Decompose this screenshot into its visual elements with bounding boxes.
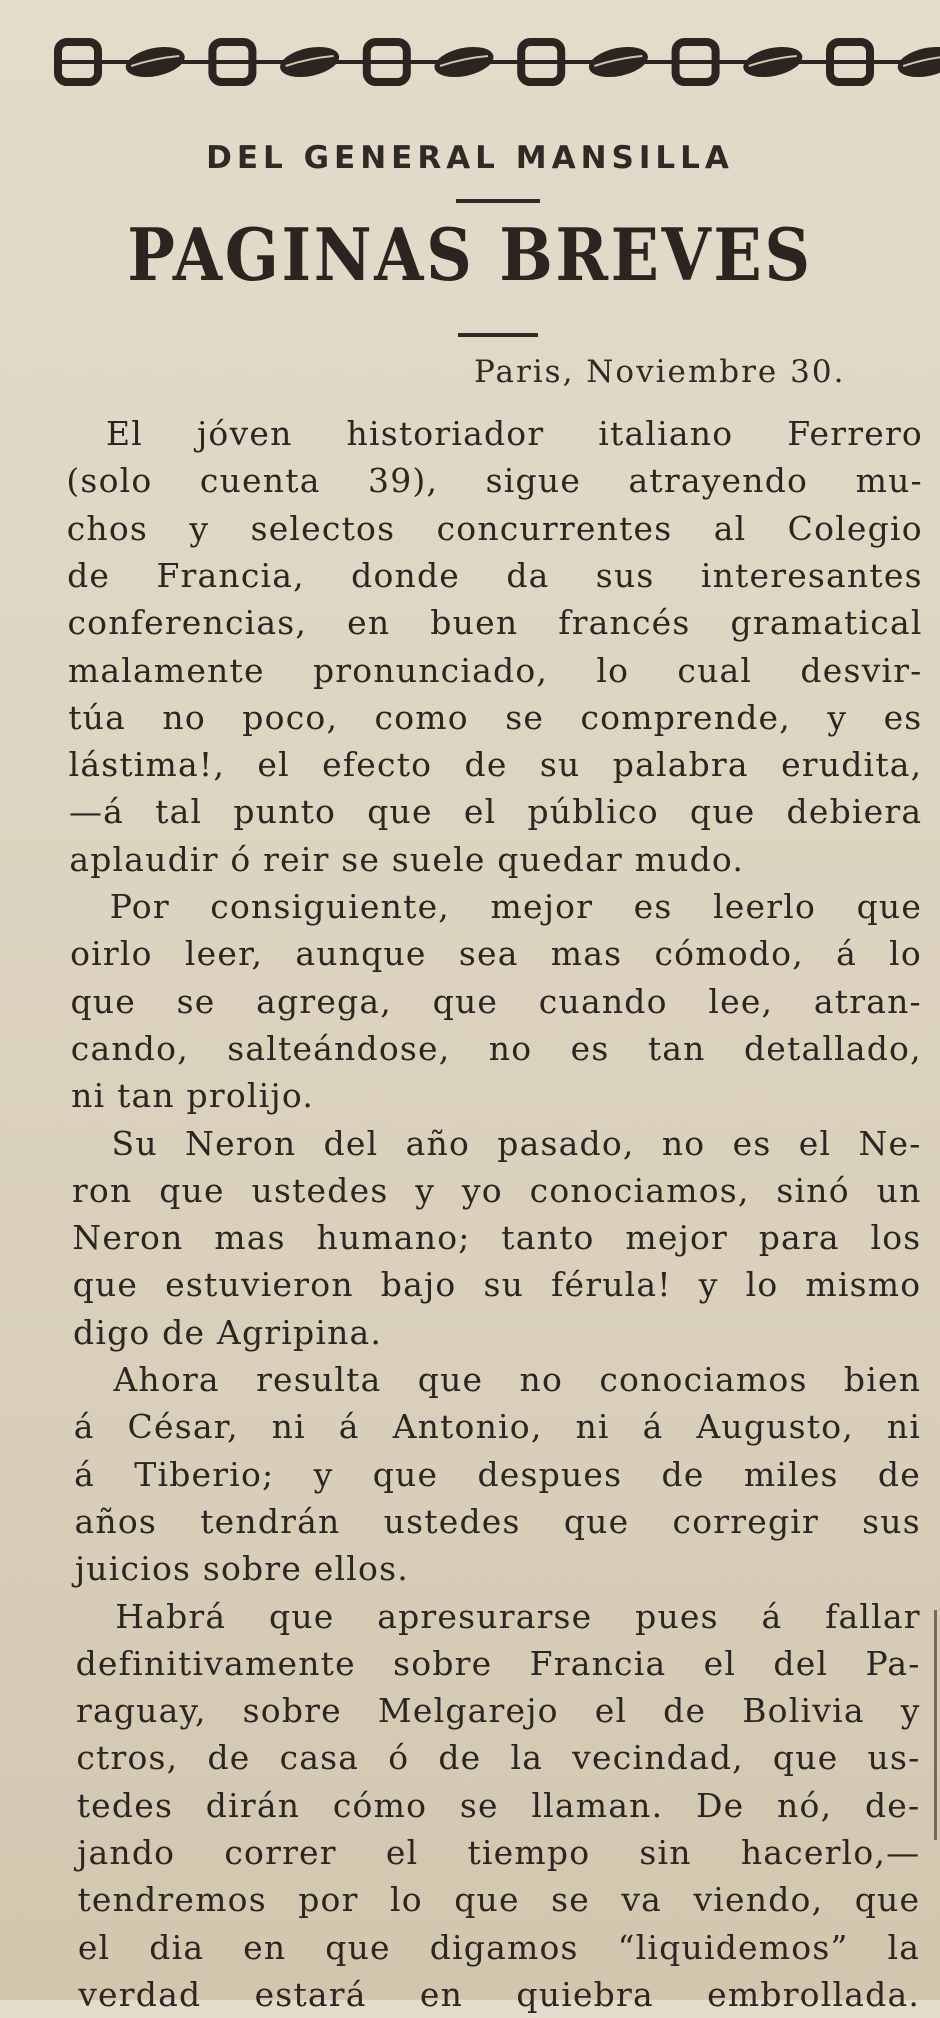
title-divider — [458, 333, 538, 337]
article-line: verdad estará en quiebra embrollada. — [78, 1974, 921, 2014]
article-line: conferencias, en buen francés gramatical — [67, 603, 923, 643]
kicker-divider — [456, 199, 540, 203]
article-line: años tendrán ustedes que corregir sus — [74, 1501, 921, 1541]
article-line: lástima!, el efecto de su palabra erudita, — [68, 745, 923, 785]
article-line: que se agrega, que cuando lee, atran- — [70, 981, 922, 1021]
article-line: Por consiguiente, mejor es leerlo que — [109, 887, 923, 926]
article-line: jando correr el tiempo sin hacerlo,— — [77, 1833, 921, 1872]
article-line: —á tal punto que el público que debiera — [68, 792, 923, 832]
article-line: cando, salteándose, no es tan detallado, — [70, 1028, 922, 1068]
article-line: digo de Agripina. — [73, 1312, 383, 1352]
leaf-icon — [586, 42, 651, 82]
article-line: túa no poco, como se comprende, y es — [68, 697, 923, 737]
leaf-icon — [123, 42, 188, 82]
article-line: Ahora resulta que no conociamos bien — [113, 1360, 922, 1399]
leaf-icon — [432, 42, 497, 82]
article-line: oirlo leer, aunque sea mas cómodo, á lo — [70, 934, 922, 974]
article-line: Habrá que apresurarse pues á fallar — [115, 1596, 921, 1636]
article-line: ron que ustedes y yo conociamos, sinó un — [71, 1170, 922, 1210]
article-line: Su Neron del año pasado, no es el Ne- — [111, 1123, 922, 1163]
article-line: definitivamente sobre Francia el del Pa- — [75, 1643, 921, 1683]
leaf-icon — [277, 42, 342, 82]
article-line: el dia en que digamos “liquidemos” la — [77, 1927, 921, 1967]
chain-link-bar — [60, 60, 940, 64]
article-line: (solo cuenta 39), sigue atrayendo mu- — [66, 461, 923, 501]
article-line: ni tan prolijo. — [71, 1076, 315, 1116]
article-line: de Francia, donde da sus interesantes — [67, 555, 923, 595]
article-kicker: DEL GENERAL MANSILLA — [206, 140, 734, 176]
dateline: Paris, Noviembre 30. — [474, 354, 846, 390]
article-line: tendremos por lo que se va viendo, que — [77, 1880, 921, 1920]
article-line: á Tiberio; y que despues de miles de — [74, 1454, 921, 1494]
leaf-icon — [741, 42, 806, 82]
article-line: á César, ni á Antonio, ni á Augusto, ni — [73, 1407, 922, 1447]
article-line: aplaudir ó reir se suele quedar mudo. — [69, 839, 745, 879]
article-line: raguay, sobre Melgarejo el de Bolivia y — [75, 1691, 921, 1731]
article-line: juicios sobre ellos. — [74, 1549, 409, 1589]
article-title: PAGINAS BREVES — [127, 212, 813, 297]
article-line: tedes dirán cómo se llaman. De nó, de- — [76, 1785, 921, 1825]
column-rule — [934, 1610, 937, 1840]
decorative-chain-border — [0, 30, 940, 94]
article-line: Neron mas humano; tanto mejor para los — [72, 1218, 922, 1258]
article-line: que estuvieron bajo su férula! y lo mismo — [72, 1265, 922, 1305]
article-line: malamente pronunciado, lo cual desvir- — [67, 650, 923, 690]
article-line: El jóven historiador italiano Ferrero — [106, 414, 923, 453]
article-line: ctros, de casa ó de la vecindad, que us- — [76, 1738, 921, 1778]
article-line: chos y selectos concurrentes al Colegio — [66, 508, 923, 548]
